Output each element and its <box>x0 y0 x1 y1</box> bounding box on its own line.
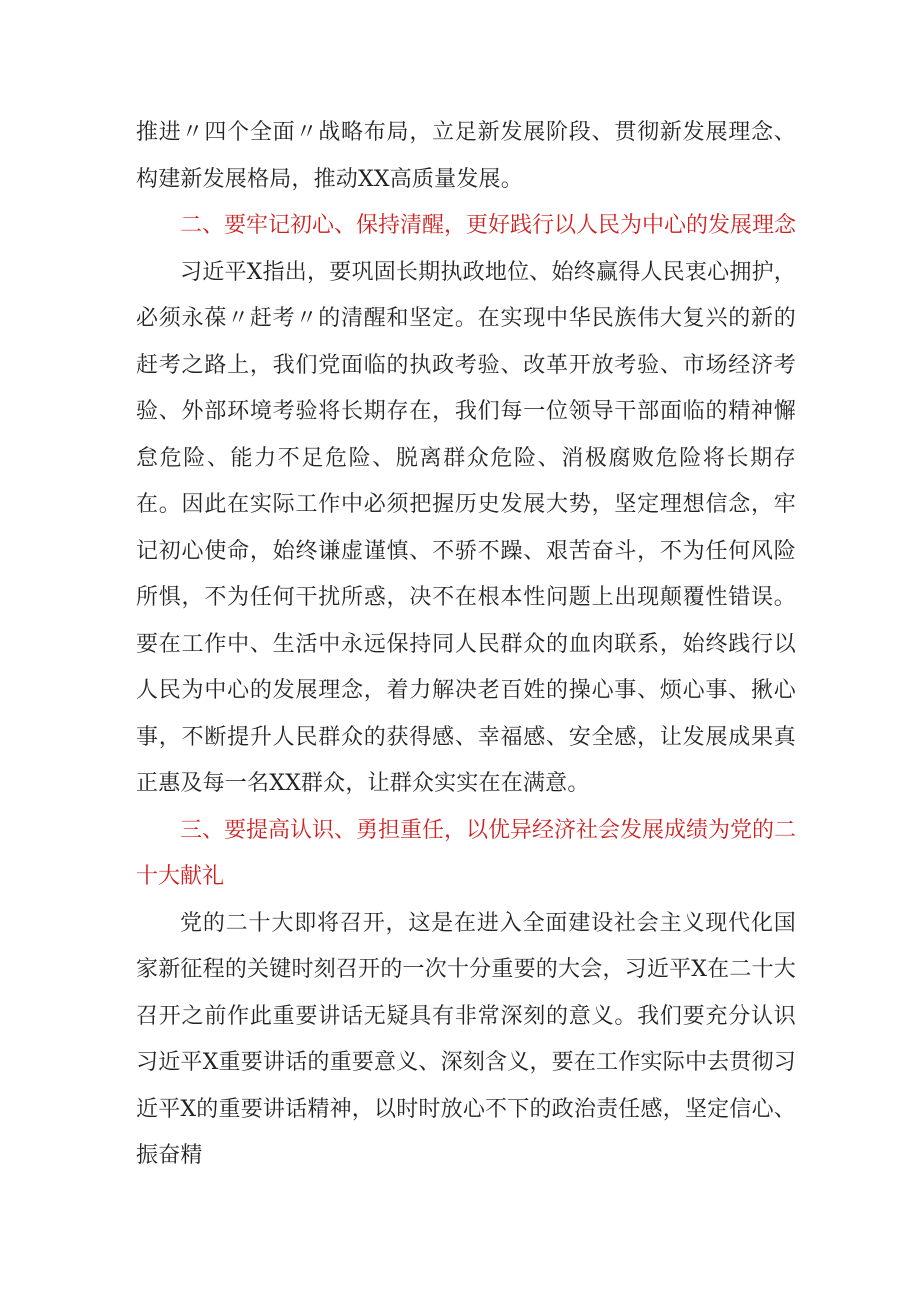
section-heading-two: 二、要牢记初心、保持清醒，更好践行以人民为中心的发展理念 <box>180 213 797 238</box>
section-heading-three: 三、要提高认识、勇担重任，以优异经济社会发展成绩为党的二十大献礼 <box>136 817 797 889</box>
paragraph-continuation: 推进〃四个全面〃战略布局，立足新发展阶段、贯彻新发展理念、构建新发展格局，推动XX高质量发展。 <box>136 120 796 192</box>
paragraph-section-two: 习近平X指出，要巩固长期执政地位、始终赢得人民衷心拥护，必须永葆〃赶考〃的清醒和坚定。在实现中华民族伟大复兴的新的赶考之路上，我们党面临的执政考验、改革开放考验、市场经济考验、外部环境考验将长期存在，我们每一位领导干部面临的精神懈怠危险、能力不足危险、脱离群众危险、消极腐败危险将长期存在。因此在实际工作中必须把握历史发展大势，坚定理想信念，牢记初心使命，始终谦虚谨慎、不骄不躁、艰苦奋斗，不为任何风险所惧，不为任何干扰所惑，决不在根本性问题上出现颠覆性错误。要在工作中、生活中永远保持同人民群众的血肉联系，始终践行以人民为中心的发展理念，着力解决老百姓的操心事、烦心事、揪心事，不断提升人民群众的获得感、幸福感、安全感，让发展成果真正惠及每一名XX群众，让群众实实在在满意。 <box>136 259 796 796</box>
paragraph-section-three: 党的二十大即将召开，这是在进入全面建设社会主义现代化国家新征程的关键时刻召开的一次十分重要的大会，习近平X在二十大召开之前作此重要讲话无疑具有非常深刻的意义。我们要充分认识习近平X重要讲话的重要意义、深刻含义，要在工作实际中去贯彻习近平X的重要讲话精神，以时时放心不下的政治责任感，坚定信心、振奋精 <box>136 910 796 1168</box>
document-body <box>136 110 796 1180</box>
